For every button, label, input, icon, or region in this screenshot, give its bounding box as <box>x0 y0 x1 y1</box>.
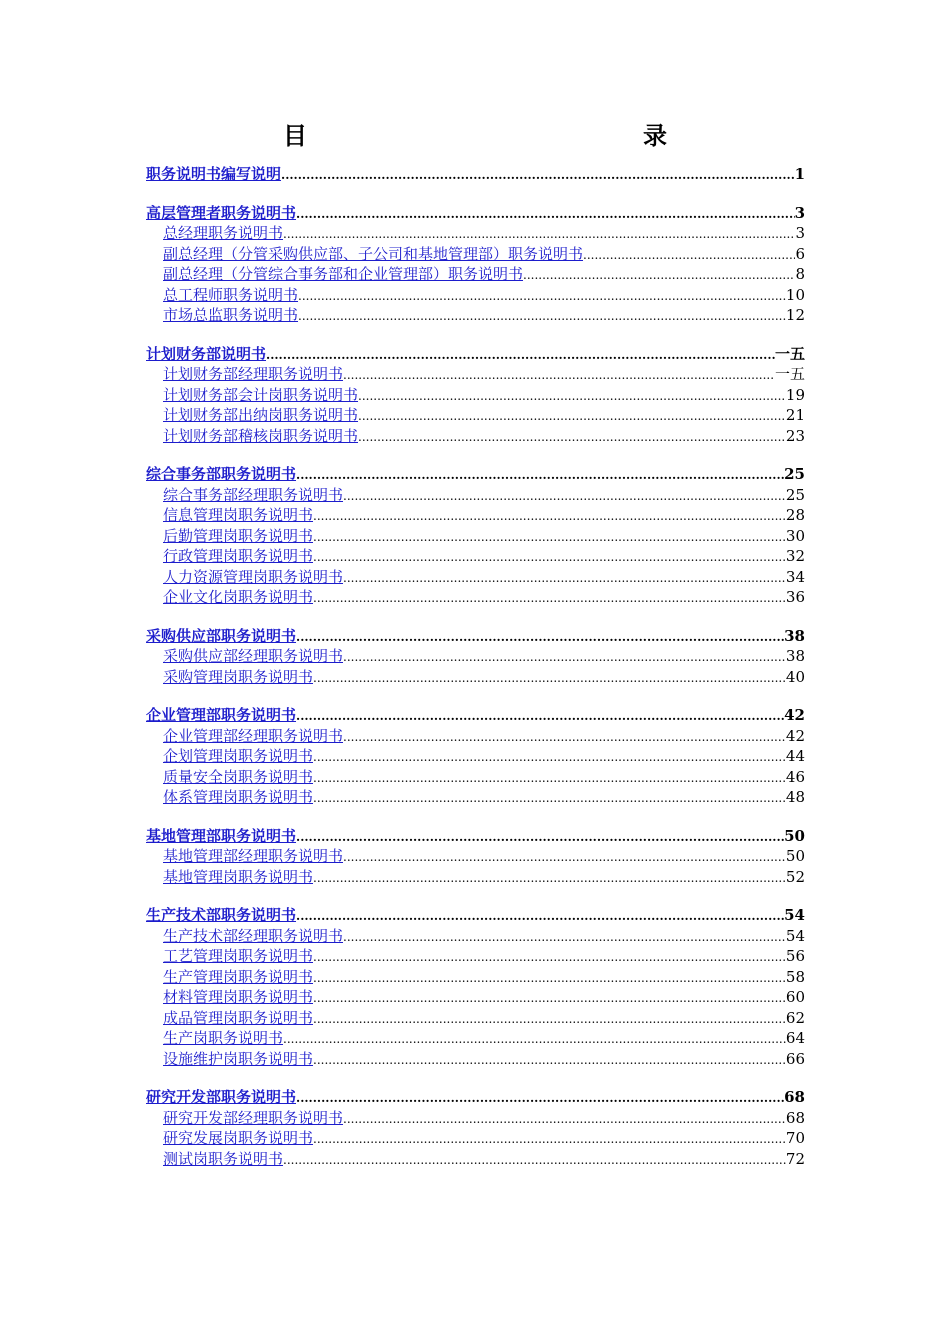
toc-title: 目 录 <box>283 122 763 150</box>
dot-leader <box>298 286 786 307</box>
toc-item-entry[interactable] <box>146 426 805 447</box>
toc-section <box>146 905 805 1069</box>
dot-leader <box>313 947 786 968</box>
dot-leader <box>343 727 786 748</box>
toc-page-number: 36 <box>785 588 805 606</box>
toc-item-entry[interactable] <box>146 1108 805 1129</box>
toc-heading-entry[interactable] <box>146 464 805 485</box>
toc-item-link[interactable]: 副总经理（分管采购供应部、子公司和基地管理部）职务说明书 <box>163 244 584 263</box>
toc-item-link[interactable]: 研究开发部经理职务说明书 <box>163 1108 344 1127</box>
toc-item-entry[interactable] <box>146 405 805 426</box>
dot-leader <box>283 224 795 245</box>
toc-page-number: 64 <box>785 1029 805 1047</box>
dot-leader <box>313 788 786 809</box>
toc-page-number: 70 <box>785 1129 805 1147</box>
toc-heading-link[interactable]: 企业管理部职务说明书 <box>146 706 297 724</box>
toc-section <box>146 705 805 808</box>
dot-leader <box>296 627 784 648</box>
dot-leader <box>313 588 786 609</box>
dot-leader <box>296 1088 784 1109</box>
toc-page-number: 66 <box>785 1049 805 1068</box>
toc-item-link[interactable]: 总工程师职务说明书 <box>163 285 299 304</box>
toc-item-entry[interactable] <box>146 244 805 265</box>
toc-heading-link[interactable]: 职务说明书编写说明 <box>146 165 282 183</box>
toc-item-link[interactable]: 计划财务部稽核岗职务说明书 <box>163 426 359 445</box>
dot-leader <box>343 1109 786 1130</box>
dot-leader <box>296 906 784 927</box>
toc-page-number: 6 <box>795 244 805 263</box>
dot-leader <box>343 647 786 668</box>
toc-heading-entry[interactable] <box>146 826 805 847</box>
toc-heading-entry[interactable] <box>146 905 805 926</box>
toc-item-link[interactable]: 生产管理岗职务说明书 <box>163 967 314 986</box>
toc-item-link[interactable]: 行政管理岗职务说明书 <box>163 547 314 565</box>
toc-heading-entry[interactable] <box>146 164 805 185</box>
toc-item-link[interactable]: 采购管理岗职务说明书 <box>163 667 314 686</box>
toc-item-entry[interactable] <box>146 546 805 567</box>
toc-page-number: 56 <box>785 947 805 965</box>
toc-heading-entry[interactable] <box>146 705 805 726</box>
dot-leader <box>313 1129 786 1150</box>
toc-page-number: 68 <box>785 1108 805 1127</box>
dot-leader <box>343 847 786 868</box>
toc-item-entry[interactable] <box>146 946 805 967</box>
toc-item-entry[interactable] <box>146 726 805 747</box>
dot-leader <box>358 427 786 448</box>
toc-page-number: 8 <box>795 265 805 283</box>
dot-leader <box>283 1150 786 1171</box>
toc-item-link[interactable]: 设施维护岗职务说明书 <box>163 1049 314 1068</box>
dot-leader <box>313 668 786 689</box>
toc-page-number: 3 <box>795 224 805 242</box>
dot-leader <box>296 465 784 486</box>
toc-item-entry[interactable] <box>146 967 805 988</box>
toc-page-number: 25 <box>784 465 805 483</box>
toc-item-link[interactable]: 人力资源管理岗职务说明书 <box>163 567 344 586</box>
toc-item-link[interactable]: 副总经理（分管综合事务部和企业管理部）职务说明书 <box>163 265 524 283</box>
toc-heading-link[interactable]: 计划财务部说明书 <box>146 344 267 363</box>
toc-item-entry[interactable] <box>146 646 805 667</box>
toc-page-number: 28 <box>785 506 805 524</box>
toc-item-link[interactable]: 市场总监职务说明书 <box>163 306 299 324</box>
toc-item-link[interactable]: 生产技术部经理职务说明书 <box>163 926 344 945</box>
toc-item-entry[interactable] <box>146 1128 805 1149</box>
toc-page-number: 68 <box>784 1088 805 1106</box>
toc-item-link[interactable]: 企业管理部经理职务说明书 <box>163 726 344 745</box>
toc-item-entry[interactable] <box>146 1049 805 1070</box>
toc-page-number: 72 <box>785 1149 805 1168</box>
toc-page-number: 42 <box>784 706 805 724</box>
toc-item-link[interactable]: 基地管理岗职务说明书 <box>163 867 314 886</box>
toc-item-entry[interactable] <box>146 223 805 244</box>
dot-leader <box>313 868 786 889</box>
toc-page-number: 60 <box>785 988 805 1006</box>
toc-section <box>146 203 805 326</box>
toc-page-number: 52 <box>785 867 805 886</box>
dot-leader <box>523 265 795 286</box>
dot-leader <box>343 568 786 589</box>
toc-item-entry[interactable] <box>146 264 805 285</box>
table-of-contents <box>146 164 805 1187</box>
toc-page-number: 12 <box>785 306 805 324</box>
toc-page-number: 58 <box>785 967 805 986</box>
toc-item-entry[interactable] <box>146 1149 805 1170</box>
toc-item-entry[interactable] <box>146 305 805 326</box>
toc-item-link[interactable]: 总经理职务说明书 <box>163 224 284 242</box>
toc-item-entry[interactable] <box>146 987 805 1008</box>
toc-page-number: 62 <box>785 1008 805 1027</box>
toc-item-link[interactable]: 质量安全岗职务说明书 <box>163 767 314 786</box>
toc-page-number: 34 <box>785 567 805 586</box>
dot-leader <box>313 747 786 768</box>
toc-page-number: 38 <box>785 647 805 665</box>
dot-leader <box>313 1009 786 1030</box>
toc-page-number: 30 <box>785 526 805 545</box>
toc-heading-link[interactable]: 采购供应部职务说明书 <box>146 626 297 645</box>
dot-leader <box>343 365 775 386</box>
toc-page-number: 19 <box>785 385 805 404</box>
dot-leader <box>313 988 786 1009</box>
toc-item-entry[interactable] <box>146 746 805 767</box>
dot-leader <box>313 768 786 789</box>
toc-item-link[interactable]: 计划财务部经理职务说明书 <box>163 365 344 383</box>
toc-page-number: 50 <box>784 826 805 845</box>
toc-heading-entry[interactable] <box>146 203 805 224</box>
toc-item-entry[interactable] <box>146 385 805 406</box>
dot-leader <box>313 506 786 527</box>
dot-leader <box>358 386 786 407</box>
toc-item-link[interactable]: 企划管理岗职务说明书 <box>163 747 314 765</box>
toc-heading-entry[interactable] <box>146 344 805 365</box>
toc-item-entry[interactable] <box>146 767 805 788</box>
toc-page-number: 25 <box>785 485 805 504</box>
dot-leader <box>281 165 795 186</box>
toc-item-entry[interactable] <box>146 787 805 808</box>
toc-page-number: 一五 <box>774 344 805 363</box>
toc-item-link[interactable]: 生产岗职务说明书 <box>163 1029 284 1047</box>
toc-item-link[interactable]: 后勤管理岗职务说明书 <box>163 526 314 545</box>
dot-leader <box>358 406 786 427</box>
toc-item-entry[interactable] <box>146 926 805 947</box>
toc-item-entry[interactable] <box>146 364 805 385</box>
toc-section <box>146 164 805 185</box>
toc-page-number: 38 <box>784 626 805 645</box>
toc-item-link[interactable]: 研究发展岗职务说明书 <box>163 1129 314 1147</box>
toc-item-link[interactable]: 计划财务部出纳岗职务说明书 <box>163 406 359 424</box>
toc-item-link[interactable]: 基地管理部经理职务说明书 <box>163 847 344 865</box>
toc-heading-entry[interactable] <box>146 1087 805 1108</box>
toc-heading-link[interactable]: 基地管理部职务说明书 <box>146 826 297 845</box>
toc-heading-link[interactable]: 综合事务部职务说明书 <box>146 465 297 483</box>
toc-item-link[interactable]: 采购供应部经理职务说明书 <box>163 647 344 665</box>
toc-item-entry[interactable] <box>146 1028 805 1049</box>
dot-leader <box>298 306 786 327</box>
toc-item-link[interactable]: 综合事务部经理职务说明书 <box>163 485 344 504</box>
dot-leader <box>296 204 795 225</box>
toc-item-link[interactable]: 材料管理岗职务说明书 <box>163 988 314 1006</box>
toc-heading-entry[interactable] <box>146 626 805 647</box>
toc-item-entry[interactable] <box>146 587 805 608</box>
toc-page-number: 40 <box>785 667 805 686</box>
toc-item-link[interactable]: 成品管理岗职务说明书 <box>163 1008 314 1027</box>
toc-item-entry[interactable] <box>146 526 805 547</box>
toc-page-number: 10 <box>785 285 805 304</box>
toc-page-number: 44 <box>785 747 805 765</box>
toc-heading-link[interactable]: 生产技术部职务说明书 <box>146 906 297 924</box>
toc-item-entry[interactable] <box>146 846 805 867</box>
toc-page-number: 21 <box>785 406 805 424</box>
toc-item-link[interactable]: 测试岗职务说明书 <box>163 1149 284 1168</box>
dot-leader <box>283 1029 786 1050</box>
toc-item-link[interactable]: 工艺管理岗职务说明书 <box>163 947 314 965</box>
toc-item-entry[interactable] <box>146 1008 805 1029</box>
toc-page-number: 32 <box>785 547 805 565</box>
toc-item-entry[interactable] <box>146 485 805 506</box>
toc-page-number: 48 <box>785 788 805 806</box>
toc-page-number: 46 <box>785 767 805 786</box>
toc-item-entry[interactable] <box>146 567 805 588</box>
dot-leader <box>343 927 786 948</box>
toc-heading-link[interactable]: 研究开发部职务说明书 <box>146 1088 297 1106</box>
toc-item-link[interactable]: 体系管理岗职务说明书 <box>163 788 314 806</box>
dot-leader <box>583 245 795 266</box>
dot-leader <box>343 486 786 507</box>
toc-item-link[interactable]: 企业文化岗职务说明书 <box>163 588 314 606</box>
toc-item-entry[interactable] <box>146 505 805 526</box>
toc-heading-link[interactable]: 高层管理者职务说明书 <box>146 203 297 222</box>
toc-page-number: 54 <box>785 926 805 945</box>
toc-page-number: 3 <box>794 203 805 222</box>
dot-leader <box>313 1050 786 1071</box>
toc-item-entry[interactable] <box>146 867 805 888</box>
toc-page-number: 54 <box>784 906 805 924</box>
toc-section <box>146 626 805 688</box>
toc-section <box>146 1087 805 1169</box>
dot-leader <box>266 345 775 366</box>
dot-leader <box>313 547 786 568</box>
toc-page-number: 23 <box>785 426 805 445</box>
toc-item-link[interactable]: 信息管理岗职务说明书 <box>163 506 314 524</box>
toc-page-number: 50 <box>785 847 805 865</box>
toc-item-entry[interactable] <box>146 667 805 688</box>
toc-item-link[interactable]: 计划财务部会计岗职务说明书 <box>163 385 359 404</box>
toc-section <box>146 344 805 447</box>
toc-item-entry[interactable] <box>146 285 805 306</box>
toc-section <box>146 464 805 608</box>
toc-page-number: 1 <box>794 165 805 183</box>
toc-page-number: 42 <box>785 726 805 745</box>
dot-leader <box>296 827 784 848</box>
toc-section <box>146 826 805 888</box>
dot-leader <box>296 706 784 727</box>
toc-page-number: 一五 <box>774 365 805 383</box>
dot-leader <box>313 527 786 548</box>
dot-leader <box>313 968 786 989</box>
